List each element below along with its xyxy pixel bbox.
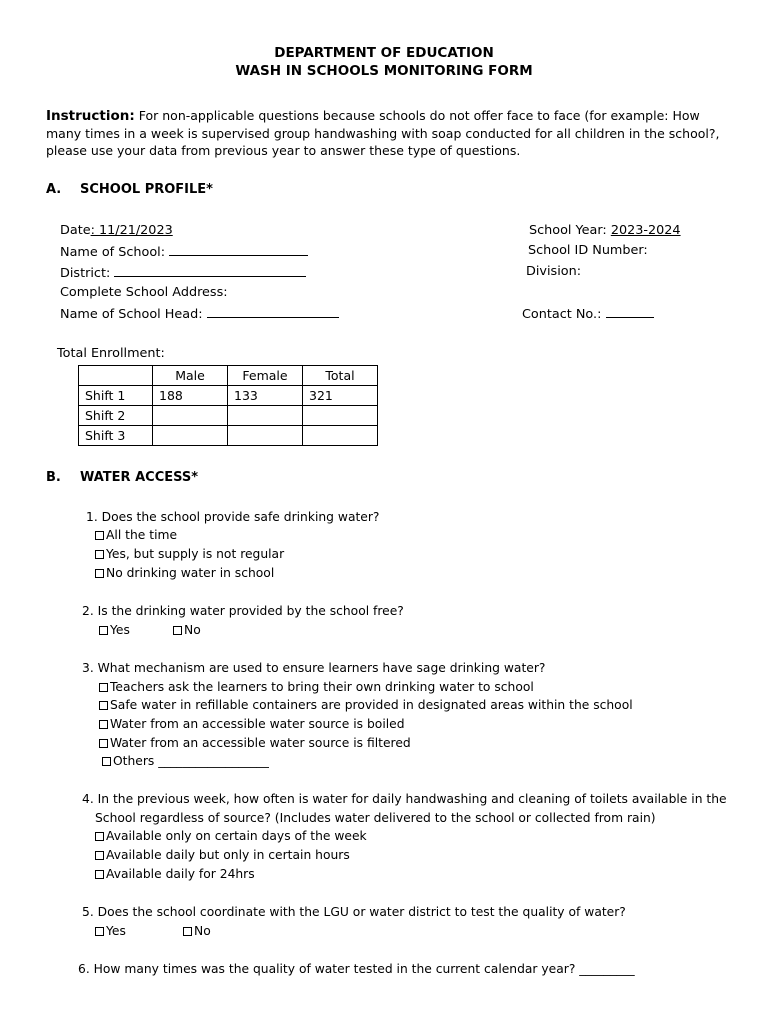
district-label: District: <box>60 266 111 281</box>
section-a-title: SCHOOL PROFILE* <box>80 182 213 197</box>
table-row <box>79 386 378 406</box>
contact-label: Contact No.: <box>522 307 602 322</box>
q1-option[interactable]: No drinking water in school <box>95 566 274 580</box>
table-row <box>79 406 378 426</box>
school-year-value[interactable]: 2023-2024 <box>610 223 681 238</box>
checkbox-icon[interactable] <box>95 870 104 879</box>
q5-option-yes[interactable]: Yes <box>95 924 126 938</box>
q3-option-others[interactable]: Others __________________ <box>102 754 269 768</box>
male-cell[interactable] <box>153 406 228 426</box>
school-head-label: Name of School Head: <box>60 307 203 322</box>
checkbox-icon[interactable] <box>95 531 104 540</box>
checkbox-icon[interactable] <box>95 851 104 860</box>
school-year-label: School Year: <box>529 223 607 238</box>
district-input[interactable] <box>114 264 306 277</box>
enrollment-label: Total Enrollment: <box>57 346 165 361</box>
q5-option-no[interactable]: No <box>183 924 211 938</box>
form-title-main: WASH IN SCHOOLS MONITORING FORM <box>235 63 533 79</box>
school-id-label: School ID Number: <box>528 243 648 258</box>
q4-option[interactable]: Available daily but only in certain hours <box>95 848 350 862</box>
checkbox-icon[interactable] <box>99 739 108 748</box>
checkbox-icon[interactable] <box>173 626 182 635</box>
q4-option[interactable]: Available daily for 24hrs <box>95 867 255 881</box>
row-label: Shift 3 <box>79 426 153 446</box>
school-name-field <box>60 243 308 260</box>
checkbox-icon[interactable] <box>99 626 108 635</box>
q3-option[interactable]: Teachers ask the learners to bring their own drinking water to school <box>99 680 534 694</box>
table-header-female: Female <box>228 366 303 386</box>
checkbox-icon[interactable] <box>183 927 192 936</box>
q1-option[interactable]: Yes, but supply is not regular <box>95 547 284 561</box>
question-6: 6. How many times was the quality of water tested in the current calendar year? _________ <box>78 962 635 976</box>
school-head-field <box>60 305 339 322</box>
q2-option-no[interactable]: No <box>173 623 201 637</box>
question-2: 2. Is the drinking water provided by the school free? <box>82 604 404 618</box>
checkbox-icon[interactable] <box>102 757 111 766</box>
school-year-field <box>529 223 681 238</box>
date-field <box>60 223 173 238</box>
q3-option[interactable]: Water from an accessible water source is filtered <box>99 736 411 750</box>
table-header-total: Total <box>303 366 378 386</box>
enrollment-table <box>78 365 378 446</box>
q1-option[interactable]: All the time <box>95 528 177 542</box>
date-value[interactable]: : 11/21/2023 <box>90 223 173 238</box>
question-4: 4. In the previous week, how often is water for daily handwashing and cleaning of toilets available in the <box>82 792 727 806</box>
q2-option-yes[interactable]: Yes <box>99 623 130 637</box>
school-head-input[interactable] <box>207 305 339 318</box>
section-b-letter: B. <box>46 470 61 485</box>
table-header-row <box>79 366 378 386</box>
instruction-text: For non-applicable questions because schools do not offer face to face (for example: How many times in a week is supervised group handwashing with soap conducted for all children in the school?, please use your data from previous year to answer these type of questions. <box>46 108 720 158</box>
contact-input[interactable] <box>606 305 654 318</box>
male-cell[interactable]: 188 <box>153 386 228 406</box>
total-cell[interactable] <box>303 406 378 426</box>
school-name-label: Name of School: <box>60 245 166 260</box>
table-header-male: Male <box>153 366 228 386</box>
female-cell[interactable]: 133 <box>228 386 303 406</box>
total-cell[interactable]: 321 <box>303 386 378 406</box>
q3-option[interactable]: Safe water in refillable containers are provided in designated areas within the school <box>99 698 633 712</box>
division-label: Division: <box>526 264 582 279</box>
contact-field <box>522 305 654 322</box>
question-3: 3. What mechanism are used to ensure learners have sage drinking water? <box>82 661 546 675</box>
district-field <box>60 264 306 281</box>
checkbox-icon[interactable] <box>99 683 108 692</box>
section-a-letter: A. <box>46 182 62 197</box>
school-name-input[interactable] <box>169 243 308 256</box>
total-cell[interactable] <box>303 426 378 446</box>
section-b-title: WATER ACCESS* <box>80 470 199 485</box>
form-title-department: DEPARTMENT OF EDUCATION <box>274 45 494 61</box>
q4-option[interactable]: Available only on certain days of the week <box>95 829 367 843</box>
male-cell[interactable] <box>153 426 228 446</box>
question-5: 5. Does the school coordinate with the LGU or water district to test the quality of water? <box>82 905 626 919</box>
checkbox-icon[interactable] <box>95 569 104 578</box>
q3-option[interactable]: Water from an accessible water source is boiled <box>99 717 405 731</box>
female-cell[interactable] <box>228 426 303 446</box>
table-row <box>79 426 378 446</box>
checkbox-icon[interactable] <box>99 720 108 729</box>
row-label: Shift 1 <box>79 386 153 406</box>
question-1: 1. Does the school provide safe drinking water? <box>86 510 380 524</box>
instruction-paragraph <box>46 107 736 159</box>
date-label: Date <box>60 223 91 238</box>
instruction-label: Instruction: <box>46 108 135 124</box>
checkbox-icon[interactable] <box>95 927 104 936</box>
female-cell[interactable] <box>228 406 303 426</box>
address-label: Complete School Address: <box>60 285 228 300</box>
table-header-cell <box>79 366 153 386</box>
question-4-continued: School regardless of source? (Includes water delivered to the school or collected from rain) <box>95 811 656 825</box>
checkbox-icon[interactable] <box>95 550 104 559</box>
checkbox-icon[interactable] <box>95 832 104 841</box>
checkbox-icon[interactable] <box>99 701 108 710</box>
row-label: Shift 2 <box>79 406 153 426</box>
